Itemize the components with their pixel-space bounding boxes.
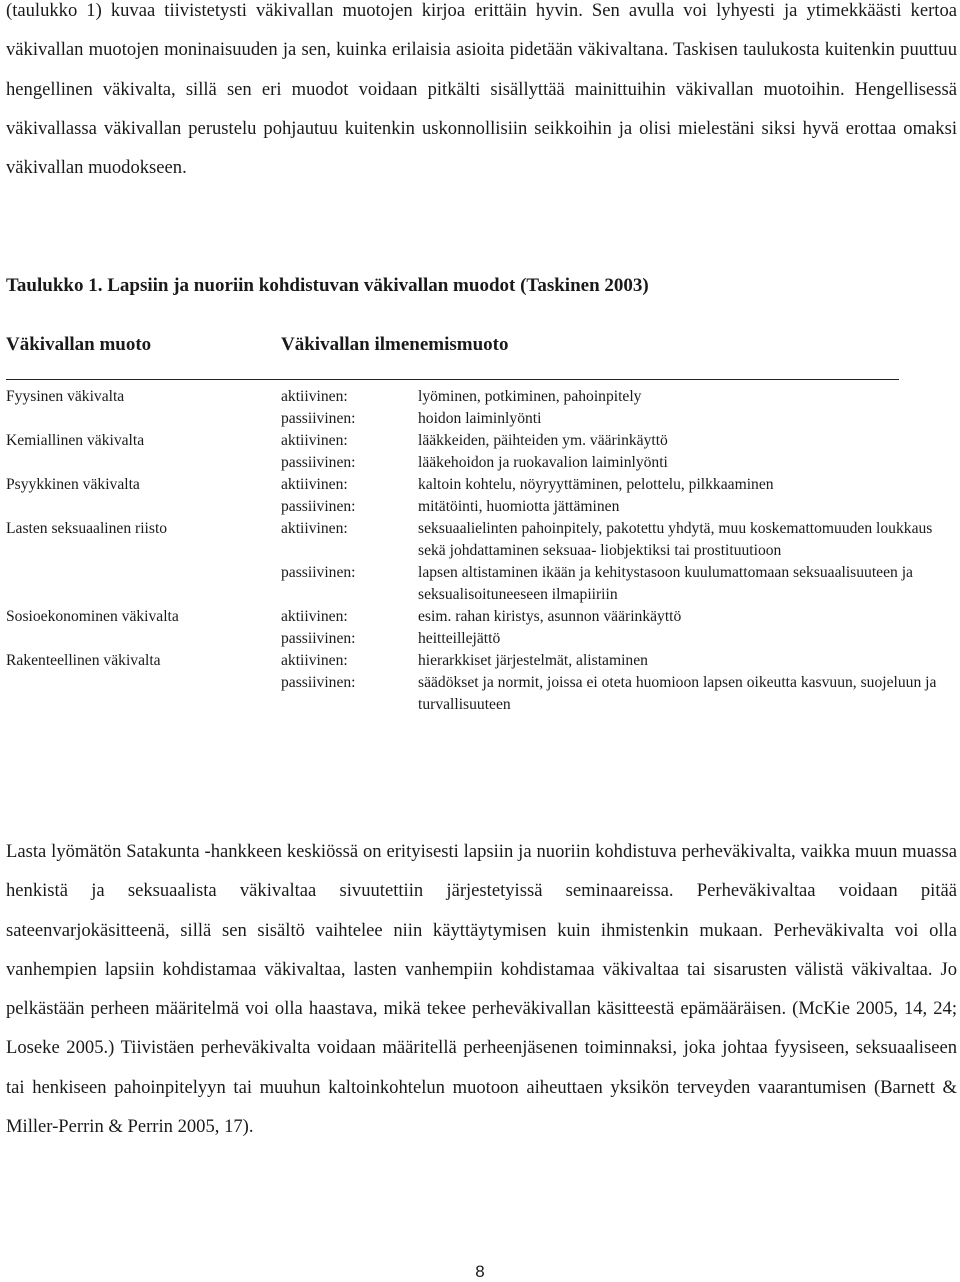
violence-type: aktiivinen:: [281, 476, 348, 493]
table-header-form: Väkivallan muoto: [6, 334, 152, 355]
table-caption: Taulukko 1. Lapsiin ja nuoriin kohdistuvan väkivallan muodot (Taskinen 2003): [6, 275, 649, 296]
violence-type: aktiivinen:: [281, 388, 348, 405]
violence-description: mitätöinti, huomiotta jättäminen: [418, 498, 620, 515]
violence-description: kaltoin kohtelu, nöyryyttäminen, pelottelu, pilkkaaminen: [418, 476, 774, 493]
table-row: [0, 386, 960, 430]
violence-type: aktiivinen:: [281, 520, 348, 537]
violence-description: lääkkeiden, päihteiden ym. väärinkäyttö: [418, 432, 668, 449]
table-row: [0, 474, 960, 518]
violence-description: hoidon laiminlyönti: [418, 410, 542, 427]
violence-type: passiivinen:: [281, 410, 356, 427]
table-header-rule: [6, 379, 899, 380]
violence-type: passiivinen:: [281, 498, 356, 515]
violence-type: passiivinen:: [281, 674, 356, 691]
violence-description: lapsen altistaminen ikään ja kehitystasoon kuulumattomaan seksuaalisuuteen ja seksualisoituneeseen ilmapiiriin: [418, 564, 913, 603]
table-header-manifestation: Väkivallan ilmenemismuoto: [281, 334, 509, 355]
intro-paragraph: (taulukko 1) kuvaa tiivistetysti väkivallan muotojen kirjoa erittäin hyvin. Sen avulla voi lyhyesti ja ytimekkäästi kertoa väkivallan muotojen moninaisuuden ja sen, kuinka erilaisia asioita pidetään väkivaltana. Taskisen taulukosta kuitenkin puuttuu hengellinen väkivalta, sillä sen eri muodot voidaan pitkälti sisällyttää mainittuihin väkivallan muotoihin. Hengellisessä väkivallassa väkivallan perustelu pohjautuu kuitenkin uskonnollisiin seikkoihin ja olisi mielestäni siksi hyvä erottaa omaksi väkivallan muodokseen.: [6, 0, 957, 179]
violence-description: lyöminen, potkiminen, pahoinpitely: [418, 388, 642, 405]
violence-description: heitteillejättö: [418, 630, 501, 647]
violence-description: lääkehoidon ja ruokavalion laiminlyönti: [418, 454, 668, 471]
violence-type: passiivinen:: [281, 454, 356, 471]
violence-type: aktiivinen:: [281, 608, 348, 625]
violence-type: passiivinen:: [281, 564, 356, 581]
violence-forms-table: [0, 386, 960, 716]
table-row: [0, 606, 960, 650]
violence-description: esim. rahan kiristys, asunnon väärinkäyttö: [418, 608, 682, 625]
violence-form: Psyykkinen väkivalta: [6, 476, 140, 493]
outro-paragraph: Lasta lyömätön Satakunta -hankkeen keskiössä on erityisesti lapsiin ja nuoriin kohdistuva perheväkivalta, vaikka muun muassa henkistä ja seksuaalista väkivaltaa sivuutettiin järjestetyissä seminaareissa. Perheväkivaltaa voidaan pitää sateenvarjokäsitteenä, sillä sen sisältö vaihtelee niin käyttäytymisen kuin ihmistenkin mukaan. Perheväkivalta voi olla vanhempien lapsiin kohdistamaa väkivaltaa, lasten vanhempiin kohdistamaa väkivaltaa tai sisarusten välistä väkivaltaa. Jo pelkästään perheen määritelmä voi olla haastava, mikä tekee perheväkivallan käsitteestä epämääräisen. (McKie 2005, 14, 24; Loseke 2005.) Tiivistäen perheväkivalta voidaan määritellä perheenjäsenen toiminnaksi, joka johtaa fyysiseen, seksuaaliseen tai henkiseen pahoinpitelyyn tai muuhun kaltoinkohtelun muotoon aiheuttaen yksikön terveyden vaarantumisen (Barnett & Miller-Perrin & Perrin 2005, 17).: [6, 841, 957, 1138]
violence-description: hierarkkiset järjestelmät, alistaminen: [418, 652, 648, 669]
violence-form: Rakenteellinen väkivalta: [6, 652, 161, 669]
violence-form: Lasten seksuaalinen riisto: [6, 520, 168, 537]
table-row: [0, 430, 960, 474]
violence-type: aktiivinen:: [281, 652, 348, 669]
violence-form: Sosioekonominen väkivalta: [6, 608, 179, 625]
violence-type: passiivinen:: [281, 630, 356, 647]
violence-form: Kemiallinen väkivalta: [6, 432, 145, 449]
table-row: [0, 518, 960, 606]
violence-description: säädökset ja normit, joissa ei oteta huomioon lapsen oikeutta kasvuun, suojeluun ja turvallisuuteen: [418, 674, 937, 713]
table-row: [0, 650, 960, 716]
violence-type: aktiivinen:: [281, 432, 348, 449]
violence-form: Fyysinen väkivalta: [6, 388, 125, 405]
violence-description: seksuaalielinten pahoinpitely, pakotettu yhdytä, muu koskemattomuuden loukkaus sekä johdattaminen seksuaa- liobjektiksi tai prostituutioon: [418, 520, 933, 559]
page-number: 8: [475, 1262, 485, 1281]
